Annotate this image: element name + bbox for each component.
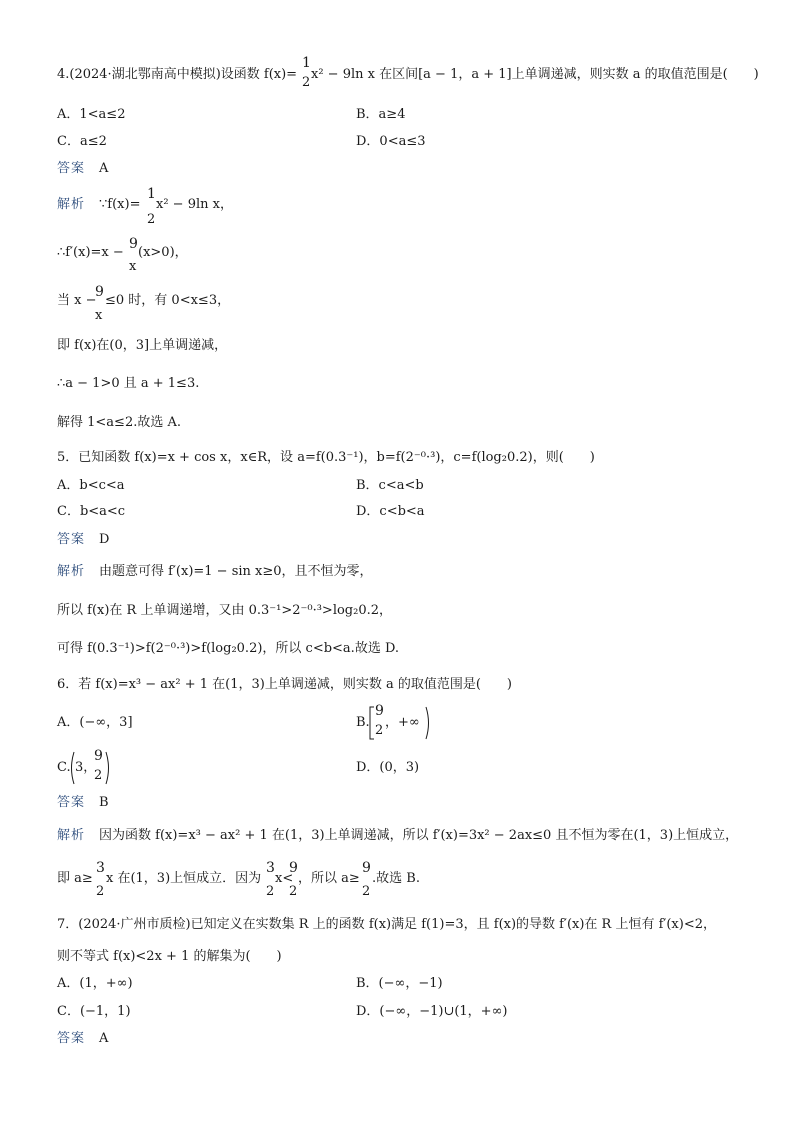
q4-sol1-line	[57, 197, 140, 213]
q5-stem: 5．已知函数 f(x)=x + cos x，x∈R，设 a=f(0.3⁻¹)，b=f(2⁻⁰·³)，c=f(log₂0.2)，则( )	[57, 450, 595, 465]
q6-sol2-num4: 9	[362, 860, 371, 876]
q4-analysis-label: 解析	[57, 197, 86, 212]
q5-option-a: A．b<c<a	[57, 478, 125, 493]
q6-sol1-line	[57, 828, 738, 844]
q6-sol2-e: .故选 B.	[372, 871, 420, 886]
q6-option-b-den: 2	[375, 723, 384, 738]
q5-analysis-label: 解析	[57, 564, 86, 579]
q4-sol6: 解得 1<a≤2.故选 A.	[57, 415, 181, 430]
q4-sol3-num: 9	[95, 284, 104, 300]
q6-option-c-num: 9	[94, 748, 103, 764]
q6-sol2-c: x<	[275, 871, 294, 886]
q7-stem-1: 7．(2024·广州市质检)已知定义在实数集 R 上的函数 f(x)满足 f(1)=3，且 f(x)的导数 f′(x)在 R 上恒有 f′(x)<2，	[57, 917, 717, 932]
q4-frac-num: 1	[302, 55, 311, 71]
q4-stem-rest: x² − 9ln x 在区间[a − 1，a + 1]上单调递减，则实数 a 的取值范围是( )	[311, 67, 759, 82]
q6-sol2-den1: 2	[96, 884, 105, 899]
q7-option-c: C．(−1，1)	[57, 1004, 131, 1019]
q6-option-c-den: 2	[94, 768, 103, 783]
q4-sol1-rest: x² − 9ln x，	[156, 197, 233, 212]
q6-option-c-rparen	[104, 750, 112, 786]
q5-sol3: 可得 f(0.3⁻¹)>f(2⁻⁰·³)>f(log₂0.2)，所以 c<b<a.故选 D.	[57, 641, 400, 656]
q6-sol2-a: 即 a≥	[57, 871, 93, 886]
q4-stem-rest-line	[311, 67, 759, 83]
q6-option-c-mid: 3，	[75, 760, 97, 775]
q6-answer-label: 答案	[57, 795, 86, 810]
q4-option-b: B．a≥4	[356, 107, 406, 122]
q5-sol1: 由题意可得 f′(x)=1 − sin x≥0，且不恒为零，	[99, 564, 373, 579]
q5-sol2: 所以 f(x)在 R 上单调递增，又由 0.3⁻¹>2⁻⁰·³>log₂0.2，	[57, 603, 393, 618]
q6-answer-value: B	[99, 795, 109, 810]
q4-stem: 4.(2024·湖北鄂南高中模拟)设函数 f(x)=	[57, 67, 298, 82]
q6-sol2-b: x 在(1，3)上恒成立．因为	[106, 871, 262, 886]
q4-answer-label: 答案	[57, 161, 86, 176]
q4-sol1-den: 2	[147, 212, 156, 227]
q6-option-d: D．(0，3)	[356, 760, 420, 775]
q6-option-a: A．(−∞，3]	[57, 715, 133, 730]
q6-sol2-den2: 2	[266, 884, 275, 899]
q4-sol1: ∵f(x)=	[99, 197, 141, 212]
q4-option-d: D．0<a≤3	[356, 134, 426, 149]
q5-option-c: C．b<a<c	[57, 504, 126, 519]
q4-sol5: ∴a − 1>0 且 a + 1≤3.	[57, 376, 200, 391]
q6-option-c-pre: C.	[57, 760, 71, 775]
q4-option-a: A．1<a≤2	[57, 107, 126, 122]
q6-answer-line	[57, 795, 109, 811]
q7-option-a: A．(1，+∞)	[57, 976, 133, 991]
q5-answer-value: D	[99, 532, 110, 547]
q4-sol4: 即 f(x)在(0，3]上单调递减，	[57, 338, 228, 353]
q4-sol3-rest: ≤0 时，有 0<x≤3，	[105, 293, 231, 308]
q5-answer-line	[57, 532, 109, 548]
q6-sol2-num2: 3	[266, 860, 275, 876]
q6-sol2-num1: 3	[96, 860, 105, 876]
q4-option-c: C．a≤2	[57, 134, 107, 149]
q7-option-b: B．(−∞，−1)	[356, 976, 443, 991]
q7-option-d: D．(−∞，−1)∪(1，+∞)	[356, 1004, 508, 1019]
q4-stem-line	[57, 67, 297, 83]
q4-sol1-num: 1	[147, 186, 156, 202]
q6-sol1: 因为函数 f(x)=x³ − ax² + 1 在(1，3)上单调递减，所以 f′(x)=3x² − 2ax≤0 且不恒为零在(1，3)上恒成立，	[99, 828, 739, 843]
q7-answer-line	[57, 1031, 108, 1047]
q4-answer-line	[57, 161, 108, 177]
q6-analysis-label: 解析	[57, 828, 86, 843]
q4-sol2-rest: (x>0)，	[138, 245, 188, 260]
q4-sol2: ∴f′(x)=x −	[57, 245, 124, 260]
q6-sol2-den3: 2	[289, 884, 298, 899]
q5-answer-label: 答案	[57, 532, 86, 547]
q4-sol3: 当 x −	[57, 293, 97, 308]
q5-sol1-line	[57, 564, 373, 580]
q5-option-b: B．c<a<b	[356, 478, 424, 493]
q4-sol2-den: x	[129, 259, 137, 274]
q7-answer-label: 答案	[57, 1031, 86, 1046]
q4-answer-value: A	[99, 161, 109, 176]
q6-sol2-den4: 2	[362, 884, 371, 899]
q4-sol2-num: 9	[129, 236, 138, 252]
q6-option-b-num: 9	[375, 703, 384, 719]
q6-sol2-num3: 9	[289, 860, 298, 876]
q4-sol3-den: x	[95, 308, 103, 323]
q6-option-b-rparen	[424, 705, 432, 741]
q7-stem-2: 则不等式 f(x)<2x + 1 的解集为( )	[57, 949, 282, 964]
q6-option-b-pre: B.	[356, 715, 370, 730]
q6-stem: 6．若 f(x)=x³ − ax² + 1 在(1，3)上单调递减，则实数 a 的取值范围是( )	[57, 677, 512, 692]
q5-option-d: D．c<b<a	[356, 504, 425, 519]
q7-answer-value: A	[99, 1031, 109, 1046]
q4-frac-den: 2	[302, 75, 311, 90]
q6-sol2-d: ，所以 a≥	[298, 871, 360, 886]
q6-option-b-rest: ，+∞	[385, 715, 420, 730]
